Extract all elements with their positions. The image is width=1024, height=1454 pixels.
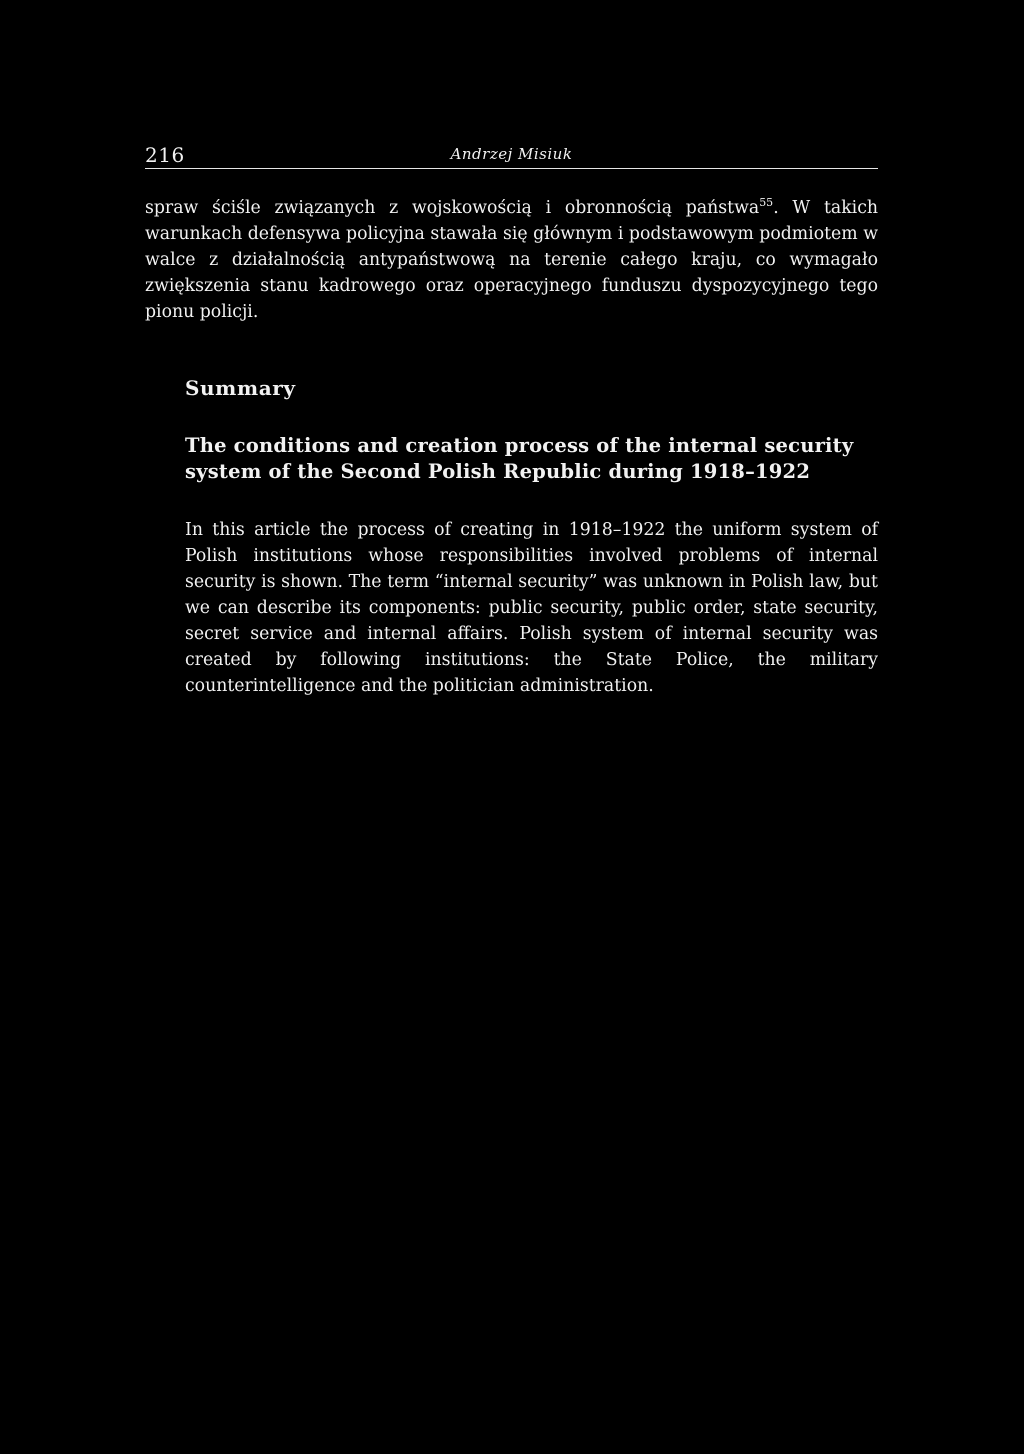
page [145, 140, 878, 699]
body-text-after-footnote: . W takich warunkach defensywa policyjna stawała się głównym i podstawowym podmiotem w walce z działalnością antypaństwową na terenie całego kraju, co wymagało zwiększenia stanu kadrowego oraz operacyjnego funduszu dyspozycyjnego tego pionu policji. [145, 198, 879, 322]
footnote-reference[interactable]: 55 [759, 196, 774, 210]
page-number: 216 [145, 143, 185, 167]
body-text-before-footnote: spraw ściśle związanych z wojskowością i obronnością państwa [145, 198, 760, 218]
summary-text: In this article the process of creating in 1918–1922 the uniform system of Polish institutions whose responsibilities involved problems of internal security is shown. The term “internal security” was unknown in Polish law, but we can describe its components: public security, public order, state security, secret service and internal affairs. Polish system of internal security was created by following institutions: the State Police, the military counterintelligence and the politician administration. [185, 520, 878, 696]
running-head [145, 140, 878, 169]
summary-title: The conditions and creation process of the internal security system of the Second Polish Republic during 1918–1922 [185, 434, 854, 483]
summary-heading: Summary [185, 376, 296, 400]
summary-section [185, 375, 878, 699]
running-head-author: Andrzej Misiuk [450, 145, 573, 163]
body-paragraph [145, 195, 878, 325]
